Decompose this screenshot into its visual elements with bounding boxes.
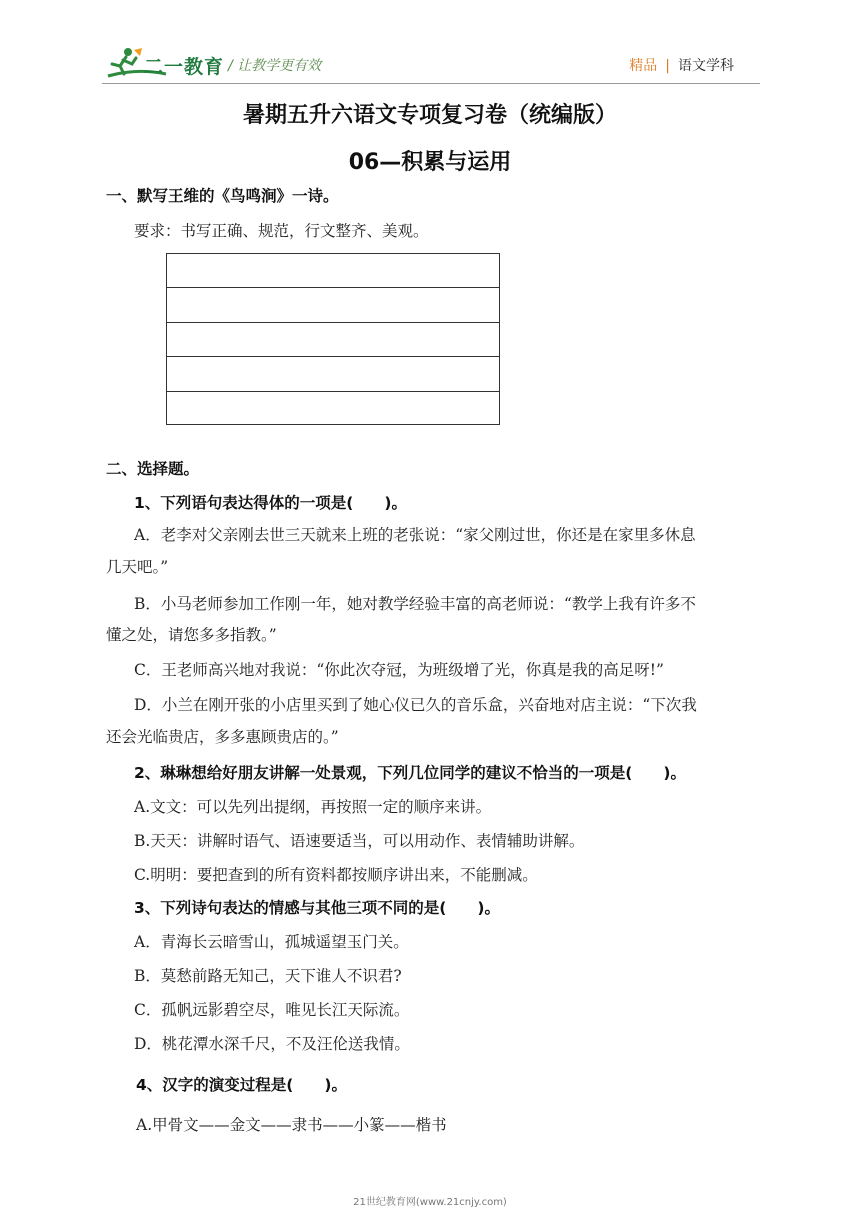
q1-option-a: A．老李对父亲刚去世三天就来上班的老张说：“家父刚过世，你还是在家里多休息 (134, 526, 696, 544)
writing-line[interactable] (167, 392, 499, 426)
q1-option-c: C．王老师高兴地对我说：“你此次夺冠，为班级增了光，你真是我的高足呀!” (134, 661, 664, 679)
q1-option-d: D．小兰在刚开张的小店里买到了她心仪已久的音乐盒，兴奋地对店主说：“下次我 (134, 696, 697, 714)
section1-requirement: 要求：书写正确、规范，行文整齐、美观。 (134, 222, 429, 240)
q3-option-c: C．孤帆远影碧空尽，唯见长江天际流。 (134, 1001, 410, 1019)
q4-stem: 4、汉字的演变过程是( )。 (136, 1076, 347, 1094)
writing-line[interactable] (167, 323, 499, 357)
writing-line[interactable] (167, 357, 499, 391)
q2-option-a: A.文文：可以先列出提纲，再按照一定的顺序来讲。 (134, 798, 492, 816)
page-subtitle: 06—积累与运用 (348, 150, 512, 175)
q1-option-d-cont: 还会光临贵店，多多惠顾贵店的。” (106, 728, 339, 746)
section2-heading: 二、选择题。 (106, 460, 200, 478)
q3-option-b: B．莫愁前路无知己，天下谁人不识君? (134, 967, 402, 985)
header-subject: 语文学科 (678, 58, 734, 74)
writing-line[interactable] (167, 254, 499, 288)
q1-option-b-cont: 懂之处，请您多多指教。” (106, 626, 277, 644)
header-right (629, 55, 734, 75)
q1-option-b: B．小马老师参加工作刚一年，她对教学经验丰富的高老师说：“教学上我有许多不 (134, 595, 696, 613)
q2-option-b: B.天天：讲解时语气、语速要适当，可以用动作、表情辅助讲解。 (134, 832, 585, 850)
logo-text: 二一教育 (144, 56, 225, 78)
header-separator: | (665, 58, 670, 74)
page-title: 暑期五升六语文专项复习卷（统编版） (242, 103, 617, 128)
page-footer: 21世纪教育网(www.21cnjy.com) (353, 1197, 507, 1208)
q3-stem: 3、下列诗句表达的情感与其他三项不同的是( )。 (134, 899, 500, 917)
header-divider (102, 83, 760, 84)
q2-stem: 2、琳琳想给好朋友讲解一处景观，下列几位同学的建议不恰当的一项是( )。 (134, 764, 686, 782)
q3-option-d: D．桃花潭水深千尺，不及汪伦送我情。 (134, 1035, 410, 1053)
q2-option-c: C.明明：要把查到的所有资料都按顺序讲出来，不能删减。 (134, 866, 538, 884)
page-header (0, 0, 860, 90)
q1-option-a-cont: 几天吧。” (106, 558, 169, 576)
writing-grid[interactable] (166, 253, 500, 425)
q1-stem: 1、下列语句表达得体的一项是( )。 (134, 494, 407, 512)
writing-line[interactable] (167, 288, 499, 322)
q4-option-a: A.甲骨文——金文——隶书——小篆——楷书 (136, 1116, 447, 1134)
header-tag: 精品 (629, 58, 658, 74)
header-slogan: / 让教学更有效 (228, 58, 322, 74)
section1-heading: 一、默写王维的《鸟鸣涧》一诗。 (106, 187, 339, 205)
q3-option-a: A．青海长云暗雪山，孤城遥望玉门关。 (134, 933, 409, 951)
